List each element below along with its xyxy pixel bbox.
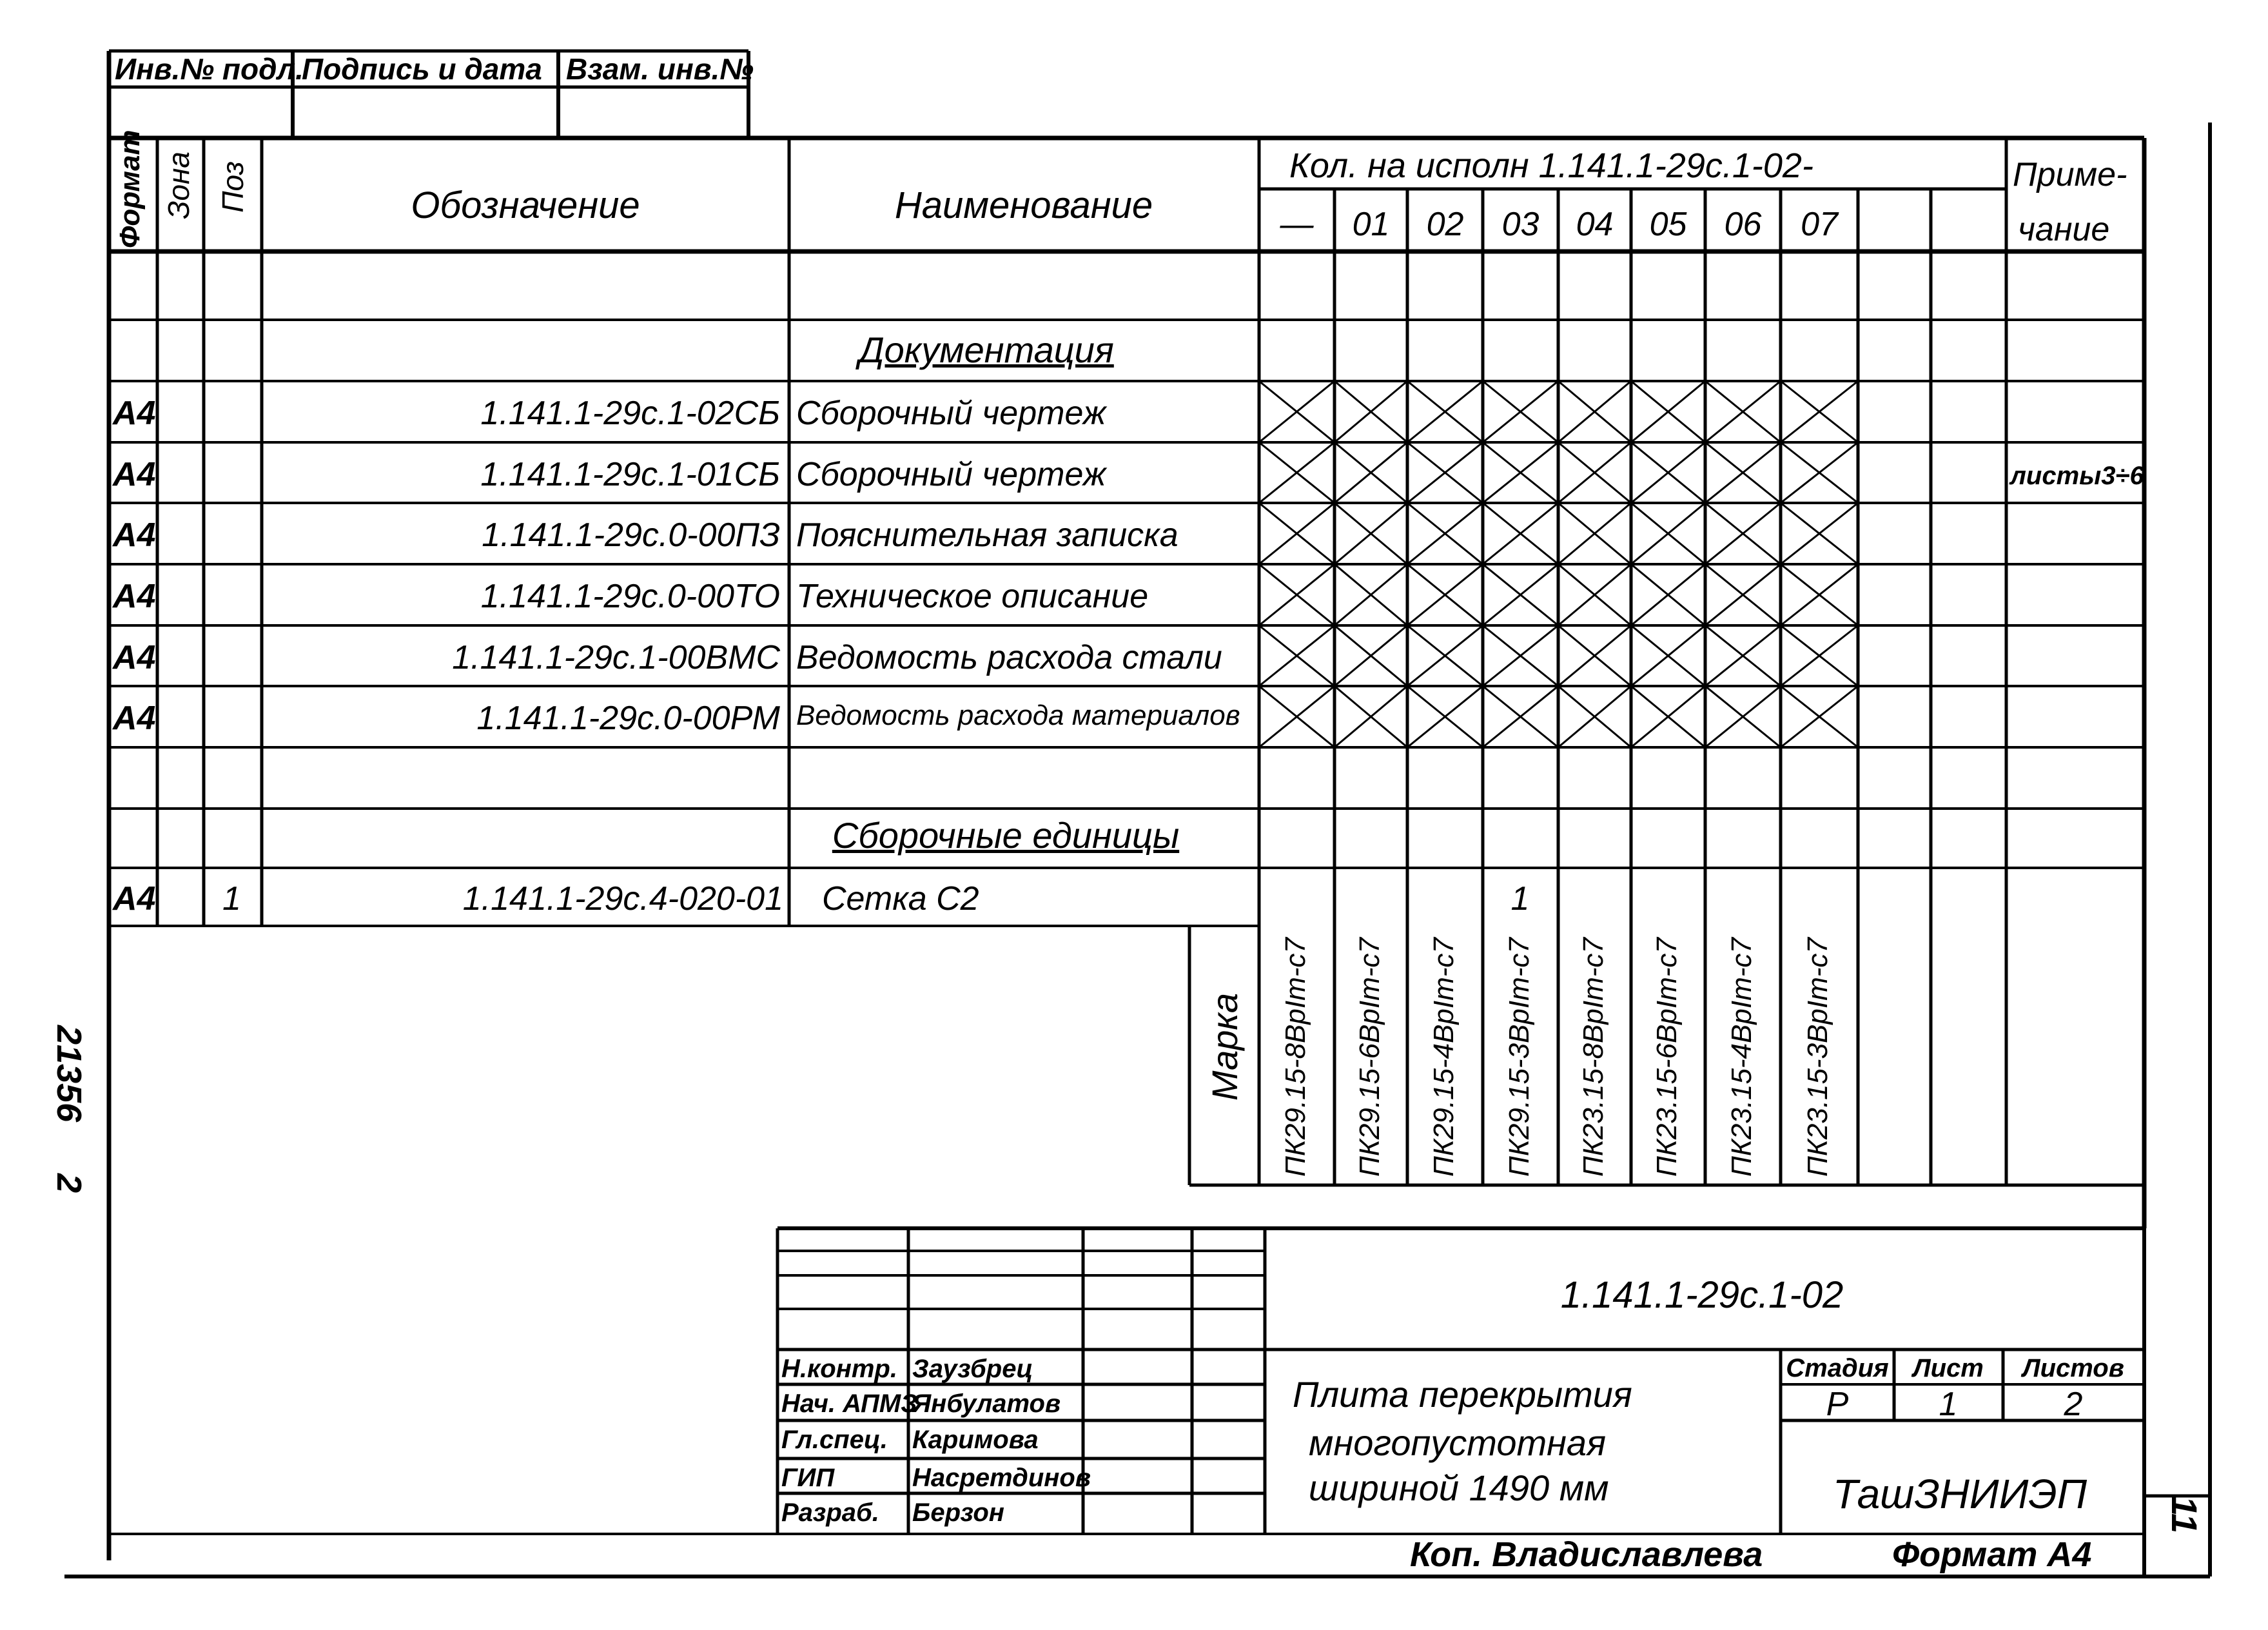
assembly-designation: 1.141.1-29с.4-020-01 (462, 880, 783, 918)
marka-item: ПК23.15-4ВрIт-с7 (1725, 938, 1757, 1177)
doc-name: Сборочный чертеж (796, 456, 1106, 493)
sheets-value: 2 (2064, 1386, 2083, 1423)
header-variant-5: 05 (1649, 206, 1687, 243)
sheets-label: Листов (2022, 1354, 2124, 1382)
assembly-name: Сетка С2 (822, 880, 979, 918)
stage-value: Р (1826, 1386, 1849, 1423)
header-qty-title: Кол. на исполн 1.141.1-29с.1-02- (1289, 146, 1813, 185)
doc-name: Сборочный чертеж (796, 395, 1106, 432)
margin-stamp-number: 21356 (50, 1025, 88, 1123)
marka-item: ПК29.15-4ВрIт-с7 (1427, 938, 1460, 1177)
doc-format: А4 (113, 395, 156, 432)
organization: ТашЗНИИЭП (1832, 1471, 2087, 1517)
marka-item: ПК29.15-3ВрIт-с7 (1503, 938, 1535, 1177)
header-note-1: Приме- (2013, 156, 2127, 193)
doc-name: Ведомость расхода материалов (796, 700, 1240, 731)
role-label: ГИП (781, 1464, 835, 1492)
marka-item: ПК23.15-8ВрIт-с7 (1577, 938, 1609, 1177)
role-name: Насретдинов (912, 1464, 1091, 1492)
sheet-format: Формат А4 (1892, 1535, 2092, 1574)
header-variant-7: 07 (1801, 206, 1838, 243)
sheet-label: Лист (1913, 1354, 1984, 1382)
doc-designation: 1.141.1-29с.0-00ПЗ (482, 516, 780, 554)
role-name: Заузбрец (912, 1355, 1033, 1383)
role-name: Янбулатов (912, 1389, 1061, 1418)
marka-label: Марка (1204, 993, 1245, 1101)
marka-item: ПК23.15-3ВрIт-с7 (1802, 938, 1833, 1177)
marka-item: ПК29.15-6ВрIт-с7 (1353, 938, 1385, 1177)
header-name: Наименование (894, 184, 1153, 226)
doc-format: А4 (113, 516, 156, 554)
doc-designation: 1.141.1-29с.1-02СБ (480, 395, 780, 432)
doc-name: Ведомость расхода стали (796, 639, 1222, 676)
title-line-1: Плита перекрытия (1293, 1374, 1632, 1415)
role-label: Н.контр. (781, 1355, 897, 1383)
doc-format: А4 (113, 639, 156, 676)
header-variant-6: 06 (1724, 206, 1762, 243)
doc-designation: 1.141.1-29с.0-00ТО (480, 578, 780, 615)
header-pos: Поз (216, 161, 249, 213)
copied-by: Коп. Владиславлева (1410, 1535, 1763, 1574)
doc-note: листы3÷6 (2010, 462, 2144, 490)
doc-name: Техническое описание (796, 578, 1149, 615)
header-variant-0: — (1280, 206, 1314, 243)
role-name: Каримова (912, 1426, 1039, 1454)
doc-format: А4 (113, 578, 156, 615)
assembly-qty-03: 1 (1510, 880, 1530, 918)
doc-format: А4 (113, 700, 156, 737)
doc-format: А4 (113, 456, 156, 493)
stamp-label-replace: Взам. инв.№ (566, 52, 754, 86)
role-label: Нач. АПМЗ (781, 1389, 917, 1418)
stamp-label-inv: Инв.№ подл. (115, 52, 304, 86)
stage-label: Стадия (1786, 1354, 1889, 1382)
header-note-2: чание (2018, 211, 2110, 248)
marka-item: ПК23.15-6ВрIт-с7 (1650, 938, 1683, 1177)
page-number: 11 (2164, 1496, 2205, 1534)
section-documentation: Документация (859, 329, 1114, 370)
role-label: Гл.спец. (781, 1426, 888, 1454)
header-variant-3: 03 (1501, 206, 1540, 243)
header-variant-2: 02 (1426, 206, 1464, 243)
role-name: Берзон (912, 1498, 1004, 1527)
title-line-2: многопустотная (1309, 1422, 1606, 1463)
header-variant-4: 04 (1576, 206, 1614, 243)
sheet-value: 1 (1939, 1386, 1958, 1423)
doc-designation: 1.141.1-29с.1-00ВМС (452, 639, 780, 676)
section-assemblies: Сборочные единицы (832, 815, 1180, 856)
header-designation: Обозначение (411, 184, 640, 226)
doc-designation: 1.141.1-29с.0-00РМ (476, 700, 780, 737)
doc-name: Пояснительная записка (796, 516, 1178, 554)
marka-item: ПК29.15-8ВрIт-с7 (1279, 938, 1311, 1177)
assembly-format: А4 (113, 880, 156, 918)
stamp-label-signature: Подпись и дата (302, 52, 542, 86)
assembly-pos: 1 (222, 880, 241, 918)
document-code: 1.141.1-29с.1-02 (1560, 1274, 1844, 1316)
header-variant-1: 01 (1352, 206, 1390, 243)
margin-stamp-suffix: 2 (50, 1173, 88, 1193)
title-line-3: шириной 1490 мм (1309, 1468, 1609, 1508)
header-zone: Зона (162, 152, 195, 219)
doc-designation: 1.141.1-29с.1-01СБ (480, 456, 780, 493)
header-format: Формат (114, 130, 146, 248)
role-label: Разраб. (781, 1498, 879, 1527)
